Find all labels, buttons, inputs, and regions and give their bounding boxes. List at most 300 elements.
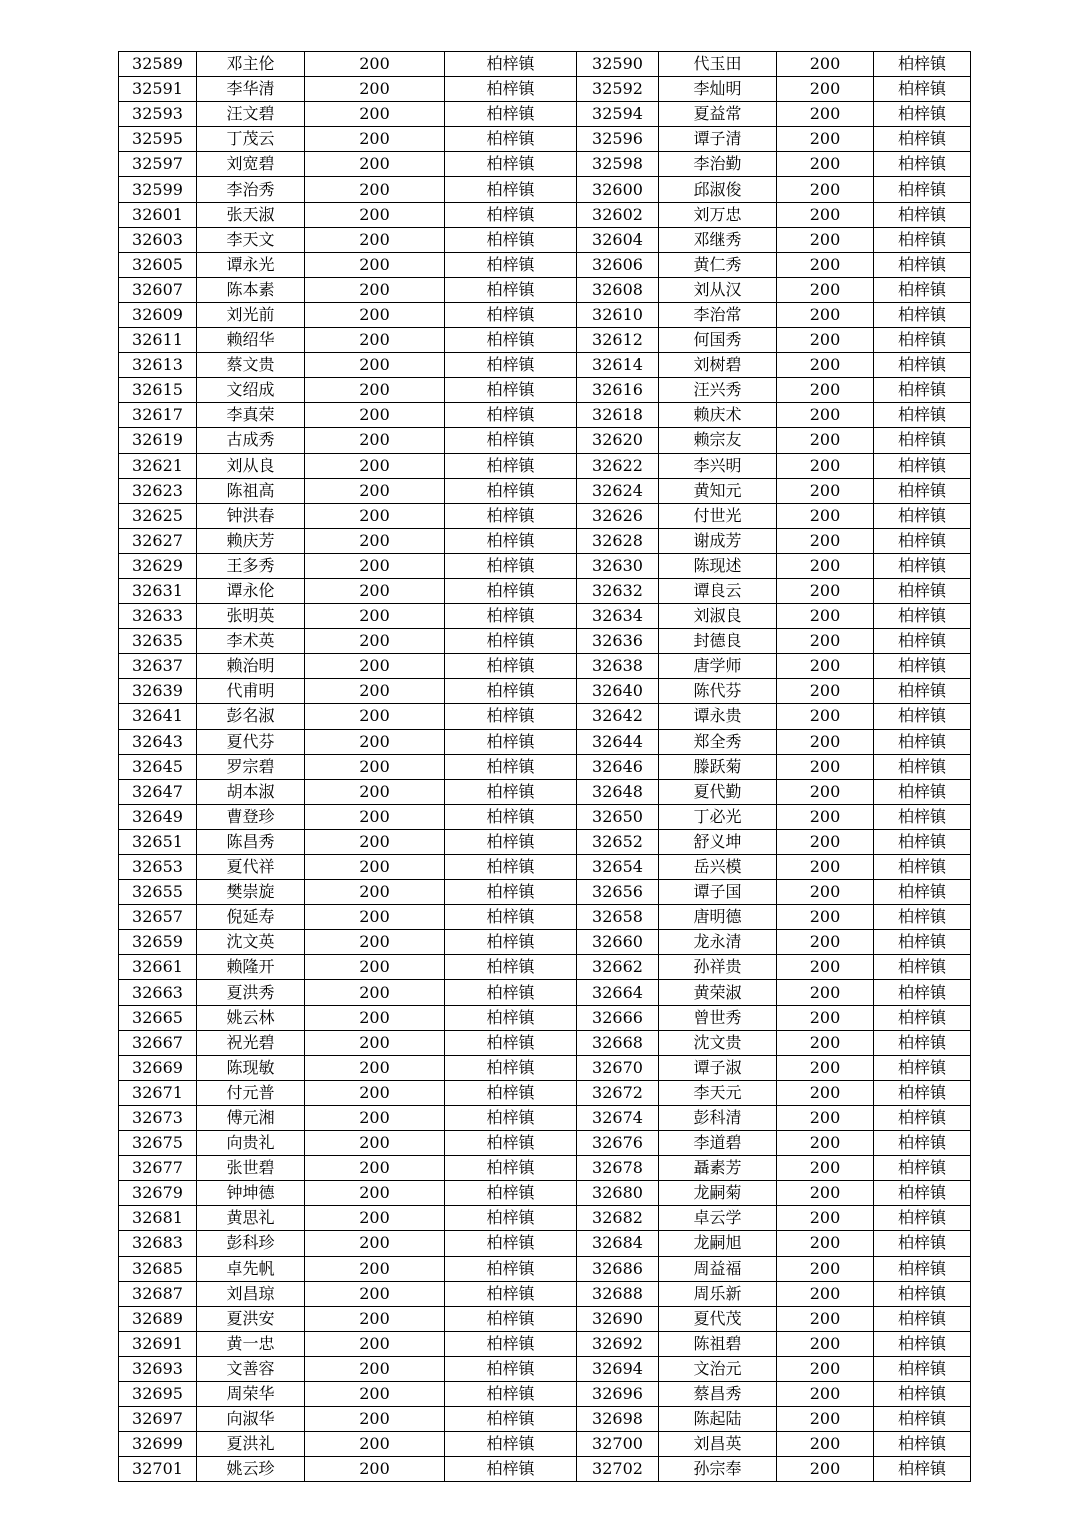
amount-cell: 200 (305, 930, 445, 955)
record-id-cell: 32692 (577, 1331, 659, 1356)
amount-cell: 200 (777, 629, 874, 654)
roster-table (118, 51, 971, 1482)
name-cell: 孙祥贵 (659, 955, 777, 980)
table-row (119, 378, 971, 403)
name-cell: 刘从汉 (659, 277, 777, 302)
amount-cell: 200 (777, 754, 874, 779)
name-cell: 张天淑 (197, 202, 305, 227)
table-row (119, 804, 971, 829)
amount-cell: 200 (777, 277, 874, 302)
amount-cell: 200 (305, 353, 445, 378)
town-cell: 柏梓镇 (874, 1356, 971, 1381)
amount-cell: 200 (777, 152, 874, 177)
record-id-cell: 32632 (577, 578, 659, 603)
name-cell: 夏代祥 (197, 855, 305, 880)
amount-cell: 200 (305, 478, 445, 503)
amount-cell: 200 (305, 1005, 445, 1030)
record-id-cell: 32651 (119, 829, 197, 854)
town-cell: 柏梓镇 (445, 980, 577, 1005)
table-row (119, 227, 971, 252)
town-cell: 柏梓镇 (874, 1206, 971, 1231)
amount-cell: 200 (305, 729, 445, 754)
record-id-cell: 32667 (119, 1030, 197, 1055)
name-cell: 罗宗碧 (197, 754, 305, 779)
record-id-cell: 32606 (577, 252, 659, 277)
roster-body (119, 52, 971, 1482)
name-cell: 李天元 (659, 1080, 777, 1105)
table-row (119, 503, 971, 528)
table-row (119, 604, 971, 629)
record-id-cell: 32669 (119, 1055, 197, 1080)
amount-cell: 200 (305, 654, 445, 679)
amount-cell: 200 (777, 1381, 874, 1406)
record-id-cell: 32698 (577, 1407, 659, 1432)
table-row (119, 1457, 971, 1482)
town-cell: 柏梓镇 (874, 1256, 971, 1281)
amount-cell: 200 (777, 1206, 874, 1231)
name-cell: 李真荣 (197, 403, 305, 428)
record-id-cell: 32628 (577, 528, 659, 553)
town-cell: 柏梓镇 (874, 177, 971, 202)
name-cell: 谭子国 (659, 880, 777, 905)
amount-cell: 200 (777, 679, 874, 704)
amount-cell: 200 (777, 1231, 874, 1256)
record-id-cell: 32596 (577, 127, 659, 152)
name-cell: 沈文贵 (659, 1030, 777, 1055)
table-row (119, 403, 971, 428)
table-row (119, 729, 971, 754)
record-id-cell: 32656 (577, 880, 659, 905)
name-cell: 钟坤德 (197, 1181, 305, 1206)
name-cell: 李灿明 (659, 77, 777, 102)
town-cell: 柏梓镇 (874, 553, 971, 578)
name-cell: 刘昌英 (659, 1432, 777, 1457)
record-id-cell: 32599 (119, 177, 197, 202)
name-cell: 刘宽碧 (197, 152, 305, 177)
record-id-cell: 32647 (119, 779, 197, 804)
amount-cell: 200 (305, 855, 445, 880)
name-cell: 彭名淑 (197, 704, 305, 729)
name-cell: 谭子清 (659, 127, 777, 152)
town-cell: 柏梓镇 (445, 353, 577, 378)
name-cell: 赖庆芳 (197, 528, 305, 553)
table-row (119, 152, 971, 177)
record-id-cell: 32694 (577, 1356, 659, 1381)
amount-cell: 200 (777, 428, 874, 453)
record-id-cell: 32690 (577, 1306, 659, 1331)
name-cell: 刘万忠 (659, 202, 777, 227)
record-id-cell: 32645 (119, 754, 197, 779)
name-cell: 谭永贵 (659, 704, 777, 729)
record-id-cell: 32590 (577, 52, 659, 77)
table-row (119, 855, 971, 880)
name-cell: 邱淑俊 (659, 177, 777, 202)
name-cell: 黄仁秀 (659, 252, 777, 277)
amount-cell: 200 (777, 227, 874, 252)
name-cell: 舒义坤 (659, 829, 777, 854)
town-cell: 柏梓镇 (874, 1281, 971, 1306)
record-id-cell: 32686 (577, 1256, 659, 1281)
record-id-cell: 32682 (577, 1206, 659, 1231)
record-id-cell: 32671 (119, 1080, 197, 1105)
table-row (119, 905, 971, 930)
name-cell: 唐明德 (659, 905, 777, 930)
amount-cell: 200 (305, 227, 445, 252)
amount-cell: 200 (777, 578, 874, 603)
name-cell: 夏洪安 (197, 1306, 305, 1331)
amount-cell: 200 (777, 1331, 874, 1356)
record-id-cell: 32670 (577, 1055, 659, 1080)
record-id-cell: 32630 (577, 553, 659, 578)
town-cell: 柏梓镇 (445, 654, 577, 679)
amount-cell: 200 (305, 829, 445, 854)
town-cell: 柏梓镇 (874, 1432, 971, 1457)
town-cell: 柏梓镇 (445, 127, 577, 152)
name-cell: 赖宗友 (659, 428, 777, 453)
table-row (119, 277, 971, 302)
town-cell: 柏梓镇 (874, 1156, 971, 1181)
name-cell: 陈现敏 (197, 1055, 305, 1080)
record-id-cell: 32619 (119, 428, 197, 453)
table-row (119, 1156, 971, 1181)
town-cell: 柏梓镇 (445, 578, 577, 603)
name-cell: 赖庆术 (659, 403, 777, 428)
town-cell: 柏梓镇 (445, 227, 577, 252)
table-row (119, 553, 971, 578)
record-id-cell: 32672 (577, 1080, 659, 1105)
name-cell: 何国秀 (659, 328, 777, 353)
amount-cell: 200 (777, 478, 874, 503)
table-row (119, 1256, 971, 1281)
amount-cell: 200 (305, 328, 445, 353)
amount-cell: 200 (305, 1281, 445, 1306)
name-cell: 丁茂云 (197, 127, 305, 152)
town-cell: 柏梓镇 (874, 1306, 971, 1331)
name-cell: 刘淑良 (659, 604, 777, 629)
town-cell: 柏梓镇 (445, 1281, 577, 1306)
town-cell: 柏梓镇 (874, 1005, 971, 1030)
amount-cell: 200 (777, 980, 874, 1005)
town-cell: 柏梓镇 (445, 804, 577, 829)
amount-cell: 200 (305, 1105, 445, 1130)
record-id-cell: 32609 (119, 302, 197, 327)
record-id-cell: 32687 (119, 1281, 197, 1306)
amount-cell: 200 (777, 102, 874, 127)
amount-cell: 200 (777, 503, 874, 528)
table-row (119, 1381, 971, 1406)
town-cell: 柏梓镇 (445, 955, 577, 980)
name-cell: 谢成芳 (659, 528, 777, 553)
name-cell: 陈起陆 (659, 1407, 777, 1432)
name-cell: 张世碧 (197, 1156, 305, 1181)
record-id-cell: 32622 (577, 453, 659, 478)
name-cell: 汪文碧 (197, 102, 305, 127)
table-row (119, 102, 971, 127)
amount-cell: 200 (777, 328, 874, 353)
amount-cell: 200 (305, 1055, 445, 1080)
record-id-cell: 32649 (119, 804, 197, 829)
town-cell: 柏梓镇 (874, 578, 971, 603)
record-id-cell: 32652 (577, 829, 659, 854)
record-id-cell: 32610 (577, 302, 659, 327)
record-id-cell: 32633 (119, 604, 197, 629)
town-cell: 柏梓镇 (445, 1005, 577, 1030)
name-cell: 唐学师 (659, 654, 777, 679)
record-id-cell: 32668 (577, 1030, 659, 1055)
table-row (119, 127, 971, 152)
town-cell: 柏梓镇 (445, 152, 577, 177)
record-id-cell: 32684 (577, 1231, 659, 1256)
record-id-cell: 32640 (577, 679, 659, 704)
table-row (119, 754, 971, 779)
town-cell: 柏梓镇 (445, 1256, 577, 1281)
name-cell: 李治勤 (659, 152, 777, 177)
record-id-cell: 32624 (577, 478, 659, 503)
table-row (119, 1005, 971, 1030)
amount-cell: 200 (777, 77, 874, 102)
amount-cell: 200 (777, 528, 874, 553)
table-row (119, 1030, 971, 1055)
record-id-cell: 32697 (119, 1407, 197, 1432)
table-row (119, 52, 971, 77)
amount-cell: 200 (777, 1080, 874, 1105)
town-cell: 柏梓镇 (445, 1156, 577, 1181)
record-id-cell: 32621 (119, 453, 197, 478)
table-row (119, 453, 971, 478)
town-cell: 柏梓镇 (874, 52, 971, 77)
table-row (119, 578, 971, 603)
record-id-cell: 32636 (577, 629, 659, 654)
name-cell: 文绍成 (197, 378, 305, 403)
amount-cell: 200 (305, 804, 445, 829)
amount-cell: 200 (305, 1156, 445, 1181)
name-cell: 周乐新 (659, 1281, 777, 1306)
amount-cell: 200 (305, 578, 445, 603)
town-cell: 柏梓镇 (874, 428, 971, 453)
record-id-cell: 32592 (577, 77, 659, 102)
name-cell: 邓主伦 (197, 52, 305, 77)
name-cell: 蔡文贵 (197, 353, 305, 378)
amount-cell: 200 (305, 127, 445, 152)
town-cell: 柏梓镇 (445, 930, 577, 955)
amount-cell: 200 (305, 1080, 445, 1105)
amount-cell: 200 (305, 1030, 445, 1055)
table-row (119, 1407, 971, 1432)
record-id-cell: 32642 (577, 704, 659, 729)
record-id-cell: 32676 (577, 1131, 659, 1156)
record-id-cell: 32638 (577, 654, 659, 679)
town-cell: 柏梓镇 (874, 353, 971, 378)
name-cell: 黄知元 (659, 478, 777, 503)
record-id-cell: 32644 (577, 729, 659, 754)
table-row (119, 654, 971, 679)
town-cell: 柏梓镇 (445, 829, 577, 854)
town-cell: 柏梓镇 (445, 1131, 577, 1156)
town-cell: 柏梓镇 (445, 403, 577, 428)
amount-cell: 200 (305, 629, 445, 654)
town-cell: 柏梓镇 (874, 880, 971, 905)
record-id-cell: 32627 (119, 528, 197, 553)
town-cell: 柏梓镇 (874, 503, 971, 528)
amount-cell: 200 (777, 302, 874, 327)
town-cell: 柏梓镇 (445, 1030, 577, 1055)
table-row (119, 1105, 971, 1130)
town-cell: 柏梓镇 (874, 980, 971, 1005)
record-id-cell: 32701 (119, 1457, 197, 1482)
record-id-cell: 32674 (577, 1105, 659, 1130)
name-cell: 丁必光 (659, 804, 777, 829)
amount-cell: 200 (305, 1256, 445, 1281)
record-id-cell: 32689 (119, 1306, 197, 1331)
town-cell: 柏梓镇 (445, 1055, 577, 1080)
town-cell: 柏梓镇 (874, 654, 971, 679)
amount-cell: 200 (305, 52, 445, 77)
amount-cell: 200 (777, 127, 874, 152)
amount-cell: 200 (777, 1156, 874, 1181)
record-id-cell: 32618 (577, 403, 659, 428)
record-id-cell: 32602 (577, 202, 659, 227)
record-id-cell: 32643 (119, 729, 197, 754)
town-cell: 柏梓镇 (445, 528, 577, 553)
record-id-cell: 32695 (119, 1381, 197, 1406)
table-row (119, 704, 971, 729)
town-cell: 柏梓镇 (874, 804, 971, 829)
amount-cell: 200 (305, 704, 445, 729)
town-cell: 柏梓镇 (445, 1381, 577, 1406)
town-cell: 柏梓镇 (445, 328, 577, 353)
name-cell: 李治常 (659, 302, 777, 327)
record-id-cell: 32591 (119, 77, 197, 102)
amount-cell: 200 (305, 252, 445, 277)
amount-cell: 200 (777, 1281, 874, 1306)
table-row (119, 77, 971, 102)
town-cell: 柏梓镇 (874, 202, 971, 227)
name-cell: 代玉田 (659, 52, 777, 77)
name-cell: 卓先帆 (197, 1256, 305, 1281)
amount-cell: 200 (305, 905, 445, 930)
record-id-cell: 32617 (119, 403, 197, 428)
town-cell: 柏梓镇 (445, 77, 577, 102)
amount-cell: 200 (777, 880, 874, 905)
town-cell: 柏梓镇 (445, 729, 577, 754)
amount-cell: 200 (777, 403, 874, 428)
name-cell: 沈文英 (197, 930, 305, 955)
town-cell: 柏梓镇 (874, 1181, 971, 1206)
record-id-cell: 32605 (119, 252, 197, 277)
town-cell: 柏梓镇 (445, 102, 577, 127)
town-cell: 柏梓镇 (874, 1055, 971, 1080)
table-row (119, 829, 971, 854)
name-cell: 夏洪秀 (197, 980, 305, 1005)
name-cell: 陈昌秀 (197, 829, 305, 854)
name-cell: 谭良云 (659, 578, 777, 603)
town-cell: 柏梓镇 (874, 403, 971, 428)
record-id-cell: 32595 (119, 127, 197, 152)
town-cell: 柏梓镇 (445, 428, 577, 453)
record-id-cell: 32615 (119, 378, 197, 403)
name-cell: 曾世秀 (659, 1005, 777, 1030)
name-cell: 周益福 (659, 1256, 777, 1281)
amount-cell: 200 (777, 252, 874, 277)
amount-cell: 200 (777, 177, 874, 202)
town-cell: 柏梓镇 (874, 528, 971, 553)
name-cell: 刘光前 (197, 302, 305, 327)
name-cell: 付元普 (197, 1080, 305, 1105)
record-id-cell: 32658 (577, 905, 659, 930)
amount-cell: 200 (777, 1457, 874, 1482)
name-cell: 郑全秀 (659, 729, 777, 754)
table-row (119, 880, 971, 905)
amount-cell: 200 (305, 152, 445, 177)
name-cell: 夏益常 (659, 102, 777, 127)
name-cell: 夏代勤 (659, 779, 777, 804)
town-cell: 柏梓镇 (445, 202, 577, 227)
town-cell: 柏梓镇 (874, 227, 971, 252)
name-cell: 陈现述 (659, 553, 777, 578)
table-row (119, 1181, 971, 1206)
amount-cell: 200 (305, 503, 445, 528)
name-cell: 李天文 (197, 227, 305, 252)
amount-cell: 200 (305, 453, 445, 478)
town-cell: 柏梓镇 (874, 855, 971, 880)
record-id-cell: 32634 (577, 604, 659, 629)
amount-cell: 200 (777, 1131, 874, 1156)
amount-cell: 200 (777, 604, 874, 629)
table-row (119, 1131, 971, 1156)
record-id-cell: 32631 (119, 578, 197, 603)
amount-cell: 200 (777, 829, 874, 854)
record-id-cell: 32637 (119, 654, 197, 679)
record-id-cell: 32680 (577, 1181, 659, 1206)
town-cell: 柏梓镇 (445, 1080, 577, 1105)
record-id-cell: 32661 (119, 955, 197, 980)
town-cell: 柏梓镇 (874, 277, 971, 302)
amount-cell: 200 (777, 1181, 874, 1206)
town-cell: 柏梓镇 (445, 1457, 577, 1482)
amount-cell: 200 (305, 77, 445, 102)
town-cell: 柏梓镇 (874, 1457, 971, 1482)
amount-cell: 200 (305, 1131, 445, 1156)
record-id-cell: 32613 (119, 353, 197, 378)
record-id-cell: 32666 (577, 1005, 659, 1030)
town-cell: 柏梓镇 (445, 629, 577, 654)
town-cell: 柏梓镇 (445, 1206, 577, 1231)
amount-cell: 200 (305, 754, 445, 779)
record-id-cell: 32594 (577, 102, 659, 127)
town-cell: 柏梓镇 (445, 1407, 577, 1432)
town-cell: 柏梓镇 (445, 553, 577, 578)
town-cell: 柏梓镇 (445, 754, 577, 779)
name-cell: 黄荣淑 (659, 980, 777, 1005)
town-cell: 柏梓镇 (874, 1080, 971, 1105)
name-cell: 黄思礼 (197, 1206, 305, 1231)
record-id-cell: 32598 (577, 152, 659, 177)
table-row (119, 779, 971, 804)
town-cell: 柏梓镇 (445, 1356, 577, 1381)
amount-cell: 200 (305, 177, 445, 202)
record-id-cell: 32691 (119, 1331, 197, 1356)
town-cell: 柏梓镇 (874, 102, 971, 127)
table-row (119, 1306, 971, 1331)
record-id-cell: 32616 (577, 378, 659, 403)
amount-cell: 200 (777, 955, 874, 980)
amount-cell: 200 (777, 1256, 874, 1281)
table-row (119, 1432, 971, 1457)
record-id-cell: 32589 (119, 52, 197, 77)
amount-cell: 200 (305, 277, 445, 302)
record-id-cell: 32677 (119, 1156, 197, 1181)
name-cell: 赖治明 (197, 654, 305, 679)
